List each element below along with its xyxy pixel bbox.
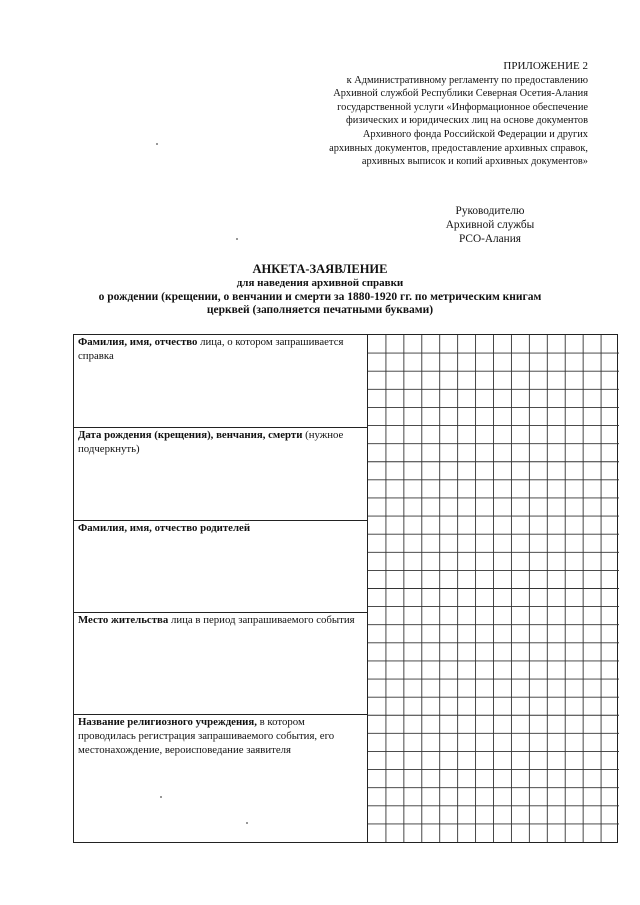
- addressee-line: РСО-Алания: [459, 233, 521, 245]
- form-title-block: [0, 263, 640, 318]
- field-parents: [74, 520, 368, 612]
- appendix-line: к Административному регламенту по предоставлению: [346, 74, 588, 86]
- field-label-bold: Место жительства: [78, 614, 169, 626]
- form-title: АНКЕТА-ЗАЯВЛЕНИЕ: [252, 262, 388, 276]
- field-label-bold: Фамилия, имя, отчество: [78, 336, 198, 348]
- scan-speck: [246, 822, 248, 824]
- scan-speck: [236, 238, 238, 240]
- appendix-line: физических и юридических лиц на основе документов: [346, 115, 588, 127]
- field-dates: [74, 427, 368, 520]
- field-label-bold: Дата рождения (крещения), венчания, смерти: [78, 429, 303, 441]
- field-label-text: (нужное подчеркнуть): [78, 429, 344, 455]
- appendix-line: Архивного фонда Российской Федерации и других: [362, 128, 588, 140]
- field-religious-institution: [74, 714, 368, 844]
- form-subtitle: для наведения архивной справки: [236, 276, 404, 289]
- form-subtitle-line: церквей (заполняется печатными буквами): [206, 304, 434, 317]
- field-fio: [74, 335, 368, 427]
- field-label-text: в котором проводилась регистрация запрашиваемого события, его местонахождение, вероисповедание заявителя: [78, 716, 335, 756]
- field-label-text: лица, о котором запрашивается справка: [78, 336, 344, 362]
- appendix-line: государственной услуги «Информационное обеспечение: [337, 101, 588, 113]
- appendix-heading: ПРИЛОЖЕНИЕ 2: [503, 60, 588, 72]
- form-subtitle-line: о рождении (крещении, о венчании и смерти за 1880-1920 гг. по метрическим книгам: [98, 290, 542, 303]
- letter-entry-grid[interactable]: [368, 335, 619, 842]
- field-label-bold: Фамилия, имя, отчество родителей: [78, 522, 251, 534]
- scan-speck: [156, 143, 158, 145]
- addressee-block: [420, 204, 560, 246]
- field-label-bold: Название религиозного учреждения,: [78, 716, 257, 728]
- field-labels-column: [74, 335, 368, 842]
- appendix-line: Архивной службой Республики Северная Осетия-Алания: [333, 88, 588, 100]
- appendix-line: архивных выписок и копий архивных документов»: [361, 156, 588, 168]
- appendix-line: архивных документов, предоставление архивных справок,: [329, 142, 588, 154]
- addressee-line: Архивной службы: [445, 219, 535, 231]
- field-label-text: лица в период запрашиваемого события: [168, 614, 355, 626]
- application-form-table: [73, 334, 618, 843]
- scan-speck: [160, 796, 162, 798]
- field-residence: [74, 612, 368, 714]
- appendix-block: [329, 60, 588, 169]
- addressee-line: Руководителю: [455, 205, 525, 217]
